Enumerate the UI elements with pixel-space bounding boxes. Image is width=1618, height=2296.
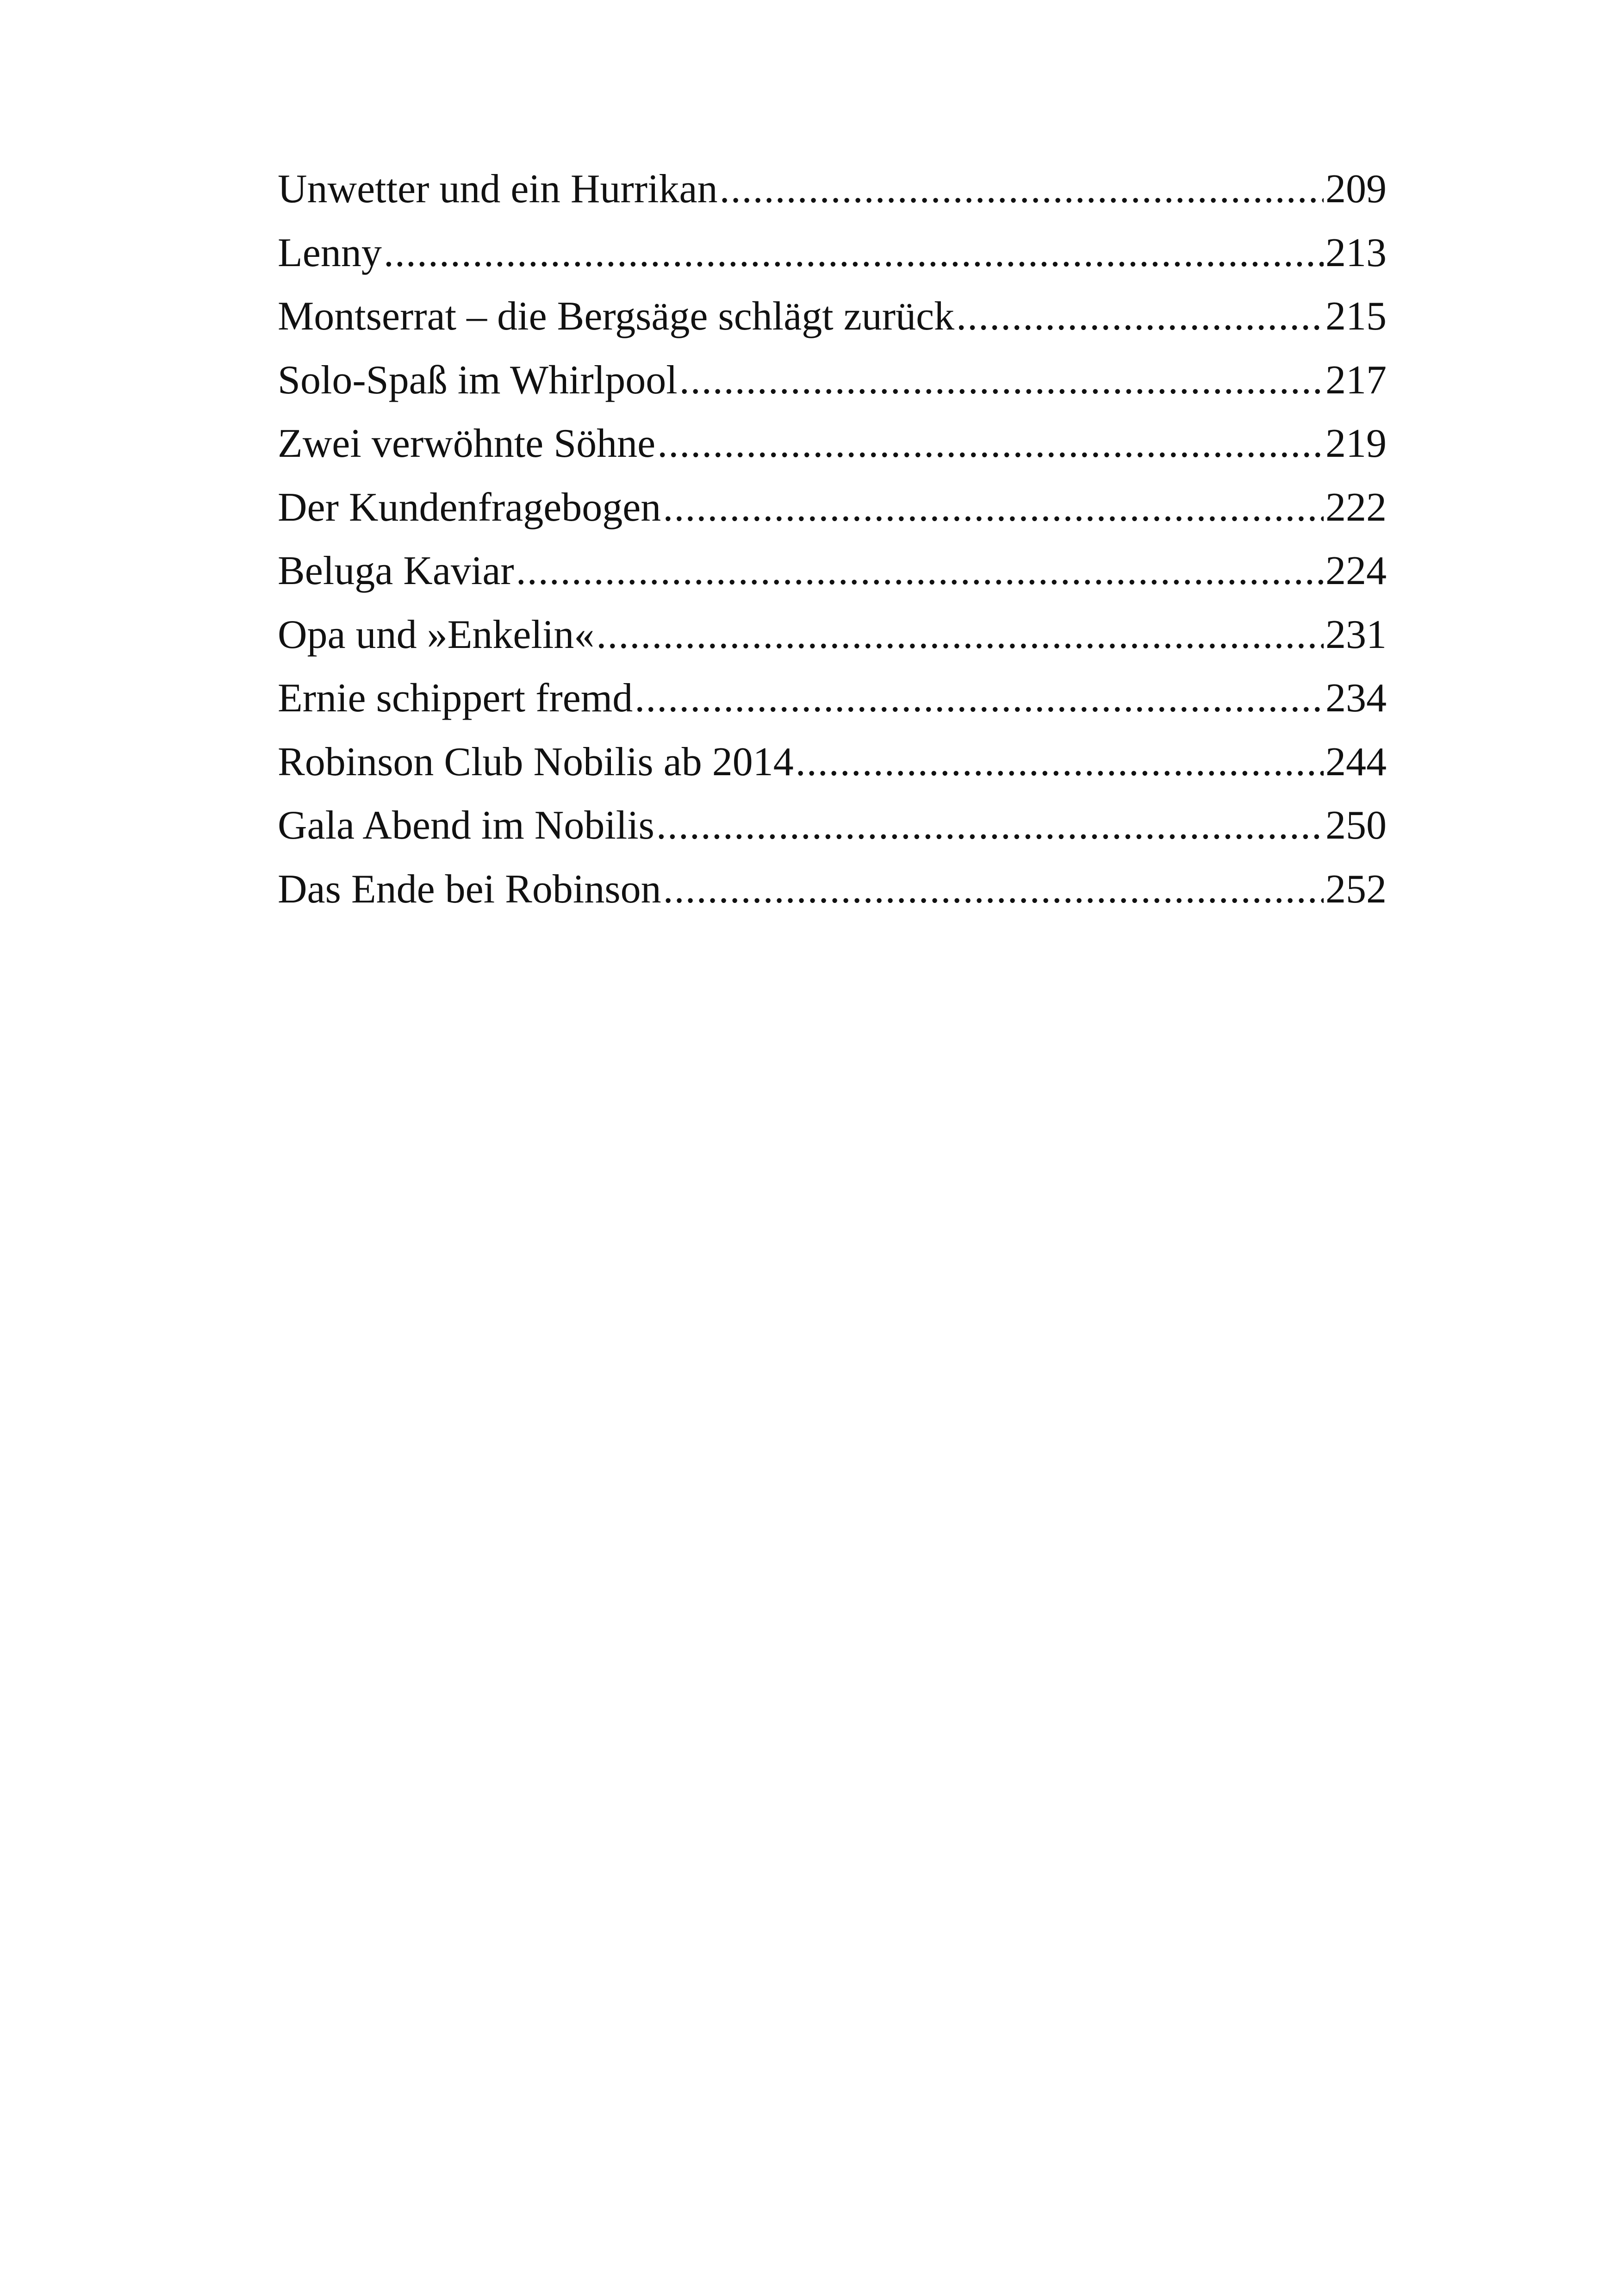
toc-entry: [278, 285, 1387, 348]
toc-entry-title: Opa und »Enkelin«: [278, 612, 595, 657]
toc-dot-leader: [796, 730, 1324, 794]
toc-entry-page: 231: [1326, 612, 1387, 657]
toc-entry-page: 244: [1326, 739, 1387, 784]
toc-dot-leader: [656, 794, 1324, 858]
toc-entry: [278, 858, 1387, 921]
toc-entry: [278, 412, 1387, 476]
toc-entry-page: 209: [1326, 167, 1387, 212]
toc-entry-title: Der Kundenfragebogen: [278, 485, 661, 530]
toc-entry-title: Robinson Club Nobilis ab 2014: [278, 739, 794, 784]
toc-dot-leader: [635, 666, 1324, 730]
toc-dot-leader: [720, 157, 1324, 221]
toc-entry: [278, 221, 1387, 285]
toc-dot-leader: [516, 539, 1324, 603]
toc-entry: [278, 794, 1387, 858]
toc-entry-page: 222: [1326, 485, 1387, 530]
toc-entry-page: 217: [1326, 357, 1387, 403]
toc-entry-title: Solo-Spaß im Whirlpool: [278, 357, 678, 403]
toc-dot-leader: [384, 221, 1324, 285]
toc-dot-leader: [596, 603, 1324, 667]
toc-entry-title: Montserrat – die Bergsäge schlägt zurück: [278, 294, 955, 339]
toc-dot-leader: [956, 285, 1324, 348]
toc-dot-leader: [663, 476, 1324, 540]
toc-dot-leader: [657, 412, 1324, 476]
toc-entry: [278, 603, 1387, 667]
toc-entry-title: Das Ende bei Robinson: [278, 866, 661, 912]
toc-entry: [278, 730, 1387, 794]
toc-entry-page: 213: [1326, 230, 1387, 275]
toc-entry-title: Beluga Kaviar: [278, 548, 514, 593]
toc-entry-page: 234: [1326, 676, 1387, 721]
toc-entry: [278, 476, 1387, 540]
toc-entry-title: Ernie schippert fremd: [278, 676, 633, 721]
toc-entry: [278, 666, 1387, 730]
toc-entry: [278, 157, 1387, 221]
toc-dot-leader: [679, 348, 1324, 412]
toc-dot-leader: [663, 858, 1324, 921]
toc-entry-page: 250: [1326, 803, 1387, 848]
table-of-contents: [278, 157, 1387, 921]
toc-entry-title: Gala Abend im Nobilis: [278, 803, 654, 848]
toc-entry-page: 219: [1326, 421, 1387, 466]
toc-entry-title: Unwetter und ein Hurrikan: [278, 167, 718, 212]
toc-entry-page: 215: [1326, 294, 1387, 339]
toc-entry-title: Lenny: [278, 230, 382, 275]
toc-entry-page: 252: [1326, 866, 1387, 912]
toc-entry: [278, 539, 1387, 603]
toc-entry-page: 224: [1326, 548, 1387, 593]
toc-entry-title: Zwei verwöhnte Söhne: [278, 421, 656, 466]
toc-entry: [278, 348, 1387, 412]
